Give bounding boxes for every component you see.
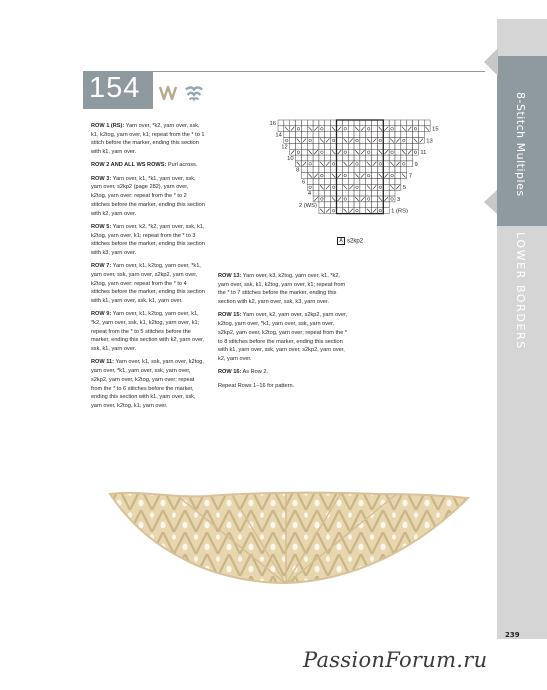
- chart-cell: [342, 120, 348, 126]
- chart-cell: [377, 143, 383, 149]
- chart-cell: [389, 190, 395, 196]
- row-label: ROW 16:: [218, 369, 242, 376]
- chart-row-label: 2 (WS): [298, 202, 317, 209]
- chart-cell: [377, 138, 383, 144]
- instruction-paragraph: [91, 223, 205, 258]
- instruction-paragraph: [91, 122, 205, 157]
- chart-cell: [337, 161, 343, 167]
- chart-cell: [407, 120, 413, 126]
- chart-cell: [337, 120, 343, 126]
- chart-cell: [342, 132, 348, 138]
- chart-cell: [372, 155, 378, 161]
- chart-cell: [401, 167, 407, 173]
- chart-cell: [360, 179, 366, 185]
- chart-cell: [331, 138, 337, 144]
- chart-cell: [401, 155, 407, 161]
- chart-cell: [407, 132, 413, 138]
- chart-cell: [395, 173, 401, 179]
- legend-label: s2kp2: [347, 238, 364, 245]
- chart-cell: [372, 190, 378, 196]
- chart-cell: [372, 173, 378, 179]
- instruction-paragraph: [91, 161, 205, 170]
- chart-legend: [337, 237, 363, 245]
- chart-cell: [337, 184, 343, 190]
- chart-cell: [360, 161, 366, 167]
- chart-cell: [337, 167, 343, 173]
- chart-cell: [278, 120, 284, 126]
- chart-cell: [360, 155, 366, 161]
- chart-cell: [325, 167, 331, 173]
- chart-cell: [331, 132, 337, 138]
- instruction-paragraph: [218, 272, 351, 307]
- chart-cell: [360, 132, 366, 138]
- chart-cell: [348, 202, 354, 208]
- chart-cell: [407, 161, 413, 167]
- chart-cell: [307, 138, 313, 144]
- chart-cell: [354, 202, 360, 208]
- knit-swatch-icon: [158, 85, 178, 103]
- chart-cell: [360, 120, 366, 126]
- chart-cell: [337, 202, 343, 208]
- chart-cell: [319, 132, 325, 138]
- chart-cell: [413, 132, 419, 138]
- chart-cell: [337, 208, 343, 214]
- chart-cell: [319, 202, 325, 208]
- chart-cell: [290, 138, 296, 144]
- chart-cell: [366, 126, 372, 132]
- chart-cell: [383, 190, 389, 196]
- chart-cell: [307, 161, 313, 167]
- chart-cell: [319, 143, 325, 149]
- chart-cell: [354, 167, 360, 173]
- chart-cell: [354, 190, 360, 196]
- chart-cell: [389, 132, 395, 138]
- pattern-number: 154: [89, 72, 141, 104]
- row-text: Yarn over, *k2, yarn over, ssk, k1, k2tog, yarn over, k1; repeat from the * to 1 stitch before the marker, ending this section with k1, yarn over.: [91, 123, 205, 156]
- chart-cell: [383, 179, 389, 185]
- chart-cell: [372, 120, 378, 126]
- chart-cell: [337, 143, 343, 149]
- chart-cell: [372, 167, 378, 173]
- chart-cell: [325, 179, 331, 185]
- chart-cell: [313, 138, 319, 144]
- chart-cell: [348, 120, 354, 126]
- chart-cell: [366, 179, 372, 185]
- chart-row-label: 9: [414, 161, 418, 168]
- chart-cell: [366, 143, 372, 149]
- row-text: Yarn over, k2, *k2, yarn over, ssk, k1, k2tog, yarn over, k1; repeat from the * to 3 stitches before the marker, ending this section with k3, yarn over.: [91, 223, 205, 256]
- tab-notch: [484, 190, 497, 214]
- chart-cell: [290, 143, 296, 149]
- chart-cell: [313, 179, 319, 185]
- row-label: ROW 2 AND ALL WS ROWS:: [91, 162, 167, 169]
- chart-cell: [325, 173, 331, 179]
- chart-cell: [377, 184, 383, 190]
- chart-cell: [389, 143, 395, 149]
- chart-cell: [301, 120, 307, 126]
- chart-cell: [301, 126, 307, 132]
- chart-cell: [401, 132, 407, 138]
- chart-cell: [325, 190, 331, 196]
- chart-cell: [313, 184, 319, 190]
- chart-cell: [296, 143, 302, 149]
- chart-cell: [372, 132, 378, 138]
- row-text: Yarn over, k1, k2tog, yarn over, *k1, yarn over, ssk, yarn over, s2kp2, yarn over, k2tog, yarn over; repeat from the * to 4 stitches before the marker, ending this section with k1, yarn over, ssk, k1, yarn over.: [91, 263, 205, 305]
- chart-cell: [307, 179, 313, 185]
- chart-cell: [366, 196, 372, 202]
- chart-cell: [354, 184, 360, 190]
- chart-cell: [319, 167, 325, 173]
- chart-cell: [395, 155, 401, 161]
- chart-cell: [348, 173, 354, 179]
- chart-cell: [413, 143, 419, 149]
- row-text: As Row 2.: [241, 369, 269, 376]
- chart-cell: [331, 143, 337, 149]
- chart-cell: [319, 179, 325, 185]
- chart-cell: [413, 126, 419, 132]
- chart-cell: [284, 132, 290, 138]
- chart-cell: [366, 155, 372, 161]
- chart-cell: [313, 143, 319, 149]
- chart-cell: [313, 155, 319, 161]
- chart-cell: [389, 126, 395, 132]
- chart-row-label: 12: [281, 144, 288, 151]
- stitch-chart: [252, 112, 442, 234]
- chart-cell: [301, 132, 307, 138]
- shaped-swatch-icon: [184, 85, 204, 103]
- chart-cell: [307, 143, 313, 149]
- chart-cell: [401, 138, 407, 144]
- chart-cell: [342, 179, 348, 185]
- chart-cell: [342, 190, 348, 196]
- chart-cell: [360, 190, 366, 196]
- instruction-paragraph: [218, 311, 351, 363]
- chart-cell: [354, 138, 360, 144]
- chart-cell: [389, 149, 395, 155]
- chart-cell: [319, 173, 325, 179]
- chart-cell: [331, 190, 337, 196]
- chart-row-label: 10: [287, 155, 294, 162]
- row-text: Purl across.: [166, 162, 198, 169]
- chart-row-label: 4: [307, 191, 312, 198]
- chart-cell: [354, 179, 360, 185]
- chart-cell: [366, 190, 372, 196]
- chart-cell: [372, 149, 378, 155]
- chart-cell: [389, 155, 395, 161]
- chart-cell: [337, 132, 343, 138]
- instruction-paragraph: [218, 368, 351, 377]
- chart-cell: [395, 149, 401, 155]
- chart-cell: [313, 132, 319, 138]
- chart-cell: [342, 173, 348, 179]
- watermark: PassionForum.ru: [303, 648, 488, 672]
- chart-cell: [372, 143, 378, 149]
- chart-cell: [377, 155, 383, 161]
- row-text: Yarn over, k1, *k1, yarn over, ssk, yarn over, s2kp2 (page 282), yarn over, k2tog, yarn over; repeat from the * to 2 stitches before the marker, ending this section with k2, yarn over.: [91, 175, 205, 217]
- chart-cell: [383, 143, 389, 149]
- chart-cell: [342, 196, 348, 202]
- chart-cell: [296, 132, 302, 138]
- chart-cell: [325, 143, 331, 149]
- chart-cell: [383, 138, 389, 144]
- chart-cell: [331, 179, 337, 185]
- tab-notch: [484, 48, 498, 76]
- chart-cell: [354, 161, 360, 167]
- chart-cell: [348, 143, 354, 149]
- chart-cell: [377, 190, 383, 196]
- chart-cell: [383, 184, 389, 190]
- chart-cell: [389, 196, 395, 202]
- chart-cell: [331, 167, 337, 173]
- chart-cell: [296, 155, 302, 161]
- chart-cell: [319, 120, 325, 126]
- chart-cell: [360, 138, 366, 144]
- chart-cell: [418, 132, 424, 138]
- chart-cell: [395, 179, 401, 185]
- chart-cell: [331, 161, 337, 167]
- instructions-column-2: [218, 272, 351, 395]
- chart-cell: [325, 120, 331, 126]
- chart-cell: [407, 138, 413, 144]
- instruction-paragraph: [91, 310, 205, 354]
- chart-cell: [342, 155, 348, 161]
- instruction-paragraph: [91, 175, 205, 219]
- row-label: ROW 3:: [91, 175, 112, 182]
- chart-cell: [395, 132, 401, 138]
- chart-cell: [366, 132, 372, 138]
- chart-cell: [389, 167, 395, 173]
- chart-cell: [348, 155, 354, 161]
- chart-cell: [383, 155, 389, 161]
- chart-cell: [296, 120, 302, 126]
- chart-cell: [377, 161, 383, 167]
- chart-cell: [348, 126, 354, 132]
- chart-cell: [313, 161, 319, 167]
- chart-cell: [301, 155, 307, 161]
- chart-cell: [342, 126, 348, 132]
- chart-cell: [319, 196, 325, 202]
- chart-cell: [313, 120, 319, 126]
- chart-cell: [337, 155, 343, 161]
- chart-row-label: 5: [402, 185, 407, 192]
- chart-cell: [284, 120, 290, 126]
- page-number: 239: [505, 631, 520, 639]
- chart-cell: [395, 143, 401, 149]
- chart-cell: [331, 184, 337, 190]
- chart-cell: [377, 132, 383, 138]
- chart-cell: [348, 167, 354, 173]
- chart-cell: [296, 149, 302, 155]
- chart-cell: [290, 120, 296, 126]
- chart-cell: [395, 126, 401, 132]
- chart-row-label: 11: [420, 150, 427, 157]
- row-text: Yarn over, k1, ssk, yarn over, k2tog, yarn over, *k1, yarn over, ssk, yarn over, s2kp2, yarn over, k2tog, yarn over; repeat from the * to 6 stitches before the marker, ending this section with k1, yarn over, ssk, yarn over, k2tog, k1, yarn over.: [91, 359, 204, 409]
- chart-cell: [301, 173, 307, 179]
- chart-cell: [360, 208, 366, 214]
- chart-cell: [325, 202, 331, 208]
- chart-cell: [389, 173, 395, 179]
- chart-cell: [372, 202, 378, 208]
- row-label: ROW 13:: [218, 273, 242, 279]
- instructions-column-1: [91, 122, 205, 415]
- chart-cell: [296, 126, 302, 132]
- chart-cell: [366, 202, 372, 208]
- chart-cell: [424, 120, 430, 126]
- chart-cell: [401, 161, 407, 167]
- sidebar-tab-label-active: 8-Stitch Multiples: [514, 92, 527, 197]
- chart-cell: [319, 126, 325, 132]
- chart-cell: [325, 196, 331, 202]
- chart-cell: [342, 143, 348, 149]
- chart-cell: [360, 202, 366, 208]
- row-text: Yarn over, k3, k2tog, yarn over, k1, *k2, yarn over, ssk, k1, k2tog, yarn over, k1; repeat from the * to 7 stitches before the marker, ending this section with k2, yarn over, ssk, k3, yarn over.: [218, 273, 346, 306]
- chart-cell: [307, 155, 313, 161]
- chart-cell: [366, 173, 372, 179]
- chart-cell: [348, 190, 354, 196]
- chart-cell: [307, 184, 313, 190]
- chart-cell: [325, 155, 331, 161]
- row-label: ROW 7:: [91, 263, 112, 270]
- chart-cell: [337, 179, 343, 185]
- chart-cell: [418, 120, 424, 126]
- chart-cell: [383, 132, 389, 138]
- row-text: Yarn over, k1, k2tog, yarn over, k1, *k2, yarn over, ssk, k1, k2tog, yarn over, k1; repeat from the * to 5 stitches before the marker, ending this section with k2, yarn over, ssk, k1, yarn over.: [91, 311, 205, 353]
- chart-cell: [360, 167, 366, 173]
- row-label: ROW 5:: [91, 223, 112, 230]
- chart-row-label: 13: [426, 138, 433, 145]
- chart-cell: [377, 167, 383, 173]
- chart-cell: [325, 132, 331, 138]
- chart-cell: [383, 120, 389, 126]
- chart-cell: [401, 120, 407, 126]
- chart-cell: [377, 120, 383, 126]
- chart-cell: [331, 202, 337, 208]
- instruction-paragraph: [218, 382, 351, 391]
- chart-cell: [342, 149, 348, 155]
- chart-cell: [383, 202, 389, 208]
- chart-cell: [360, 184, 366, 190]
- chart-cell: [307, 167, 313, 173]
- chart-cell: [301, 143, 307, 149]
- chart-cell: [342, 167, 348, 173]
- chart-cell: [354, 155, 360, 161]
- chart-cell: [290, 132, 296, 138]
- chart-cell: [395, 167, 401, 173]
- chart-cell: [413, 120, 419, 126]
- chart-cell: [389, 120, 395, 126]
- chart-cell: [337, 190, 343, 196]
- chart-cell: [348, 179, 354, 185]
- chart-cell: [319, 149, 325, 155]
- chart-cell: [348, 149, 354, 155]
- instruction-paragraph: [91, 358, 205, 410]
- chart-cell: [366, 167, 372, 173]
- chart-row-label: 15: [432, 126, 439, 133]
- chart-row-label: 16: [269, 120, 276, 127]
- chart-cell: [372, 179, 378, 185]
- row-label: ROW 15:: [218, 312, 242, 319]
- chart-cell: [313, 190, 319, 196]
- chart-cell: [366, 149, 372, 155]
- chart-cell: [331, 155, 337, 161]
- chart-cell: [301, 149, 307, 155]
- heading-rule: [153, 71, 485, 72]
- chart-row-label: 1 (RS): [391, 208, 408, 215]
- chart-cell: [319, 155, 325, 161]
- chart-cell: [360, 143, 366, 149]
- chart-cell: [313, 167, 319, 173]
- chart-cell: [418, 126, 424, 132]
- chart-cell: [337, 138, 343, 144]
- chart-cell: [307, 120, 313, 126]
- instruction-paragraph: [91, 262, 205, 306]
- chart-row-label: 7: [408, 173, 412, 180]
- chart-cell: [354, 208, 360, 214]
- row-text: Yarn over, k2, yarn over, s2kp2, yarn over, k2tog, yarn over, *k1, yarn over, ssk, yarn over, s2kp2, yarn over, k2tog, yarn over; repeat from the * to 8 stitches before the marker, ending this section with k1, yarn over, ssk, yarn over, s2kp2, yarn over, k2, yarn over.: [218, 312, 348, 362]
- sidebar-tab-label: LOWER BORDERS: [514, 232, 527, 350]
- chart-cell: [383, 208, 389, 214]
- chart-cell: [389, 179, 395, 185]
- legend-symbol: A: [337, 237, 345, 245]
- knitted-swatch-photo: [108, 488, 470, 586]
- chart-cell: [325, 149, 331, 155]
- chart-row-label: 6: [302, 179, 306, 186]
- chart-cell: [372, 126, 378, 132]
- chart-cell: [401, 143, 407, 149]
- chart-cell: [383, 161, 389, 167]
- chart-row-label: 3: [397, 196, 401, 203]
- row-label: ROW 11:: [91, 359, 115, 366]
- chart-cell: [407, 155, 413, 161]
- chart-cell: [307, 132, 313, 138]
- chart-cell: [407, 143, 413, 149]
- chart-cell: [354, 132, 360, 138]
- row-label: ROW 1 (RS):: [91, 123, 125, 129]
- chart-cell: [348, 196, 354, 202]
- chart-cell: [278, 126, 284, 132]
- chart-cell: [331, 120, 337, 126]
- chart-cell: [284, 138, 290, 144]
- row-text: Repeat Rows 1–16 for pattern.: [218, 382, 295, 389]
- chart-cell: [354, 143, 360, 149]
- chart-cell: [319, 190, 325, 196]
- chart-cell: [377, 179, 383, 185]
- chart-cell: [395, 120, 401, 126]
- row-label: ROW 9:: [91, 311, 112, 318]
- chart-cell: [372, 196, 378, 202]
- chart-row-label: 14: [275, 132, 282, 139]
- chart-cell: [331, 208, 337, 214]
- chart-cell: [342, 202, 348, 208]
- chart-row-label: 8: [296, 167, 300, 174]
- chart-cell: [325, 126, 331, 132]
- chart-cell: [354, 120, 360, 126]
- chart-cell: [301, 167, 307, 173]
- chart-cell: [348, 132, 354, 138]
- chart-cell: [377, 202, 383, 208]
- chart-cell: [377, 208, 383, 214]
- chart-cell: [366, 120, 372, 126]
- chart-cell: [383, 167, 389, 173]
- chart-cell: [413, 149, 419, 155]
